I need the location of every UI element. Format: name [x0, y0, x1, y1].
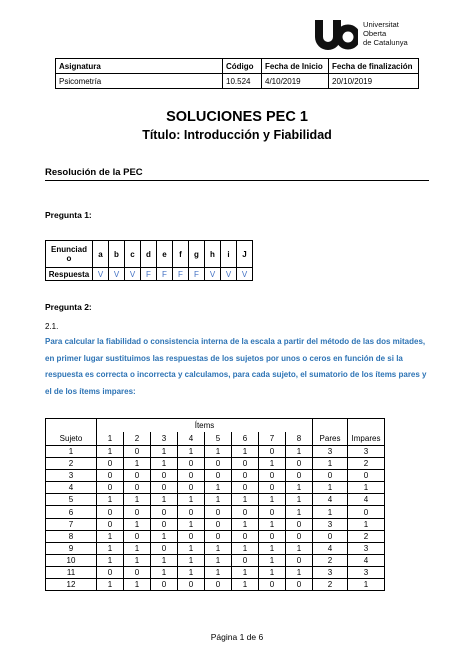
column-header: Impares — [348, 432, 385, 446]
table-cell: 1 — [348, 579, 385, 591]
table-cell: 1 — [205, 554, 232, 566]
table-cell: 4 — [348, 554, 385, 566]
split-half-table — [45, 418, 385, 591]
table-cell: 0 — [286, 518, 313, 530]
answer-cell: F — [141, 268, 157, 281]
table-cell: 1 — [97, 530, 124, 542]
empty-cell — [313, 419, 348, 433]
sujeto-cell: 11 — [46, 566, 97, 578]
sujeto-cell: 1 — [46, 446, 97, 458]
table-cell: 0 — [124, 506, 151, 518]
value-fecha-inicio: 4/10/2019 — [262, 74, 329, 89]
table-cell: 3 — [348, 566, 385, 578]
uoc-logo-icon — [314, 18, 358, 50]
answer-cell: V — [125, 268, 141, 281]
sujeto-cell: 2 — [46, 458, 97, 470]
column-header: 7 — [259, 432, 286, 446]
value-asignatura: Psicometría — [56, 74, 223, 89]
sujeto-cell: 4 — [46, 482, 97, 494]
table-cell: 0 — [232, 506, 259, 518]
letter-cell: J — [237, 241, 253, 268]
table-cell: 0 — [348, 470, 385, 482]
table-cell: 1 — [178, 518, 205, 530]
table-cell: 0 — [151, 506, 178, 518]
table-cell: 0 — [259, 530, 286, 542]
table-cell: 0 — [205, 470, 232, 482]
sujeto-cell: 10 — [46, 554, 97, 566]
table-cell: 0 — [124, 530, 151, 542]
table-cell: 1 — [313, 506, 348, 518]
column-header: 5 — [205, 432, 232, 446]
column-header: Sujeto — [46, 432, 97, 446]
table-cell: 0 — [178, 530, 205, 542]
table-cell: 0 — [97, 506, 124, 518]
table-cell: 1 — [205, 446, 232, 458]
column-header: 2 — [124, 432, 151, 446]
header-fecha-inicio: Fecha de Inicio — [262, 59, 329, 74]
table-cell: 0 — [151, 579, 178, 591]
table-cell: 4 — [313, 494, 348, 506]
empty-cell — [46, 419, 97, 433]
table-cell: 1 — [151, 554, 178, 566]
table-cell: 1 — [286, 566, 313, 578]
table-cell: 1 — [178, 494, 205, 506]
table-cell: 0 — [97, 482, 124, 494]
table-cell: 1 — [259, 542, 286, 554]
table-cell: 1 — [124, 579, 151, 591]
table-row — [46, 554, 385, 566]
table-row — [46, 494, 385, 506]
letter-cell: a — [93, 241, 109, 268]
course-info-table — [55, 58, 419, 89]
answers-value-row — [46, 268, 253, 281]
table-cell: 1 — [286, 506, 313, 518]
table-cell: 0 — [205, 458, 232, 470]
answer-cell: F — [189, 268, 205, 281]
document-subtitle: Título: Introducción y Fiabilidad — [142, 128, 332, 142]
uoc-logo — [314, 18, 429, 58]
header-fecha-finalizacion: Fecha de finalización — [329, 59, 419, 74]
brand-line-3: de Catalunya — [363, 38, 408, 47]
table-cell: 0 — [232, 482, 259, 494]
split-half-table-body — [46, 419, 385, 591]
table-cell: 0 — [259, 482, 286, 494]
table-cell: 0 — [124, 566, 151, 578]
table-cell: 1 — [97, 579, 124, 591]
table-cell: 0 — [97, 458, 124, 470]
table-cell: 0 — [286, 458, 313, 470]
items-group-header: Ítems — [97, 419, 313, 433]
table-group-header-row — [46, 419, 385, 433]
table-cell: 1 — [259, 518, 286, 530]
answer-cell: V — [237, 268, 253, 281]
table-cell: 1 — [232, 446, 259, 458]
table-row — [46, 518, 385, 530]
table-cell: 0 — [259, 506, 286, 518]
table-cell: 1 — [232, 566, 259, 578]
header-asignatura: Asignatura — [56, 59, 223, 74]
table-cell: 1 — [124, 494, 151, 506]
table-cell: 1 — [205, 494, 232, 506]
answers-letter-row — [46, 241, 253, 268]
table-cell: 0 — [151, 542, 178, 554]
subquestion-number: 2.1. — [45, 322, 59, 331]
empty-cell — [348, 419, 385, 433]
table-cell: 0 — [286, 579, 313, 591]
table-cell: 0 — [124, 470, 151, 482]
value-fecha-finalizacion: 20/10/2019 — [329, 74, 419, 89]
column-header: 4 — [178, 432, 205, 446]
answer-cell: F — [157, 268, 173, 281]
table-cell: 0 — [286, 530, 313, 542]
table-cell: 1 — [151, 530, 178, 542]
table-cell: 1 — [259, 554, 286, 566]
table-cell: 0 — [232, 530, 259, 542]
table-cell: 1 — [286, 446, 313, 458]
table-cell: 0 — [178, 579, 205, 591]
table-cell: 0 — [205, 518, 232, 530]
table-cell: 2 — [348, 458, 385, 470]
table-cell: 1 — [313, 458, 348, 470]
letter-cell: i — [221, 241, 237, 268]
table-cell: 1 — [178, 554, 205, 566]
table-cell: 1 — [286, 542, 313, 554]
table-cell: 0 — [178, 506, 205, 518]
table-cell: 0 — [97, 518, 124, 530]
brand-line-1: Universitat — [363, 20, 399, 29]
course-info-value-row — [56, 74, 419, 89]
table-cell: 0 — [286, 470, 313, 482]
table-cell: 0 — [124, 482, 151, 494]
table-cell: 3 — [348, 446, 385, 458]
table-cell: 1 — [97, 542, 124, 554]
table-cell: 0 — [205, 530, 232, 542]
sujeto-cell: 3 — [46, 470, 97, 482]
table-cell: 1 — [178, 566, 205, 578]
table-cell: 1 — [151, 446, 178, 458]
answer-cell: V — [93, 268, 109, 281]
enunciado-label-bottom: o — [66, 254, 72, 263]
table-cell: 0 — [97, 566, 124, 578]
table-row — [46, 530, 385, 542]
explanation-paragraph: Para calcular la fiabilidad o consistencia interna de la escala a partir del método de las dos mitades, en primer lugar sustituimos las respuestas de los sujetos por unos o ceros en función de si la respuesta es correcta o incorrecta y calculamos, para cada sujeto, el sumatorio de los ítems pares y el de los ítems impares: — [45, 337, 427, 396]
answer-cell: V — [221, 268, 237, 281]
table-cell: 1 — [151, 566, 178, 578]
table-cell: 0 — [205, 579, 232, 591]
table-cell: 1 — [232, 494, 259, 506]
column-header: 3 — [151, 432, 178, 446]
table-column-header-row — [46, 432, 385, 446]
table-cell: 4 — [313, 542, 348, 554]
table-cell: 1 — [259, 458, 286, 470]
table-cell: 3 — [313, 446, 348, 458]
table-cell: 1 — [348, 518, 385, 530]
table-cell: 0 — [178, 470, 205, 482]
table-cell: 1 — [151, 494, 178, 506]
table-cell: 1 — [232, 579, 259, 591]
letter-cell: e — [157, 241, 173, 268]
table-cell: 0 — [178, 458, 205, 470]
table-cell: 1 — [97, 494, 124, 506]
table-cell: 0 — [151, 470, 178, 482]
enunciado-label — [46, 241, 93, 268]
value-codigo: 10.524 — [223, 74, 262, 89]
letter-cell: g — [189, 241, 205, 268]
table-cell: 1 — [205, 566, 232, 578]
table-cell: 0 — [259, 470, 286, 482]
table-row — [46, 506, 385, 518]
question-1-label: Pregunta 1: — [45, 210, 92, 220]
table-cell: 1 — [259, 494, 286, 506]
table-cell: 3 — [313, 566, 348, 578]
section-heading: Resolución de la PEC — [45, 167, 429, 181]
table-cell: 0 — [348, 506, 385, 518]
table-cell: 0 — [286, 554, 313, 566]
table-cell: 1 — [205, 482, 232, 494]
table-cell: 0 — [232, 554, 259, 566]
answer-cell: V — [109, 268, 125, 281]
table-cell: 0 — [151, 518, 178, 530]
table-cell: 0 — [124, 446, 151, 458]
letter-cell: c — [125, 241, 141, 268]
answer-cell: V — [205, 268, 221, 281]
brand-line-2: Oberta — [363, 29, 387, 38]
table-cell: 0 — [313, 530, 348, 542]
respuesta-label: Respuesta — [46, 268, 93, 281]
header-codigo: Código — [223, 59, 262, 74]
table-cell: 1 — [97, 446, 124, 458]
table-row — [46, 458, 385, 470]
table-cell: 1 — [286, 494, 313, 506]
table-cell: 0 — [151, 482, 178, 494]
page-footer: Página 1 de 6 — [210, 632, 264, 642]
table-row — [46, 482, 385, 494]
answers-table — [45, 240, 253, 281]
table-cell: 0 — [313, 470, 348, 482]
table-cell: 2 — [313, 554, 348, 566]
answer-cell: F — [173, 268, 189, 281]
column-header: 8 — [286, 432, 313, 446]
table-cell: 1 — [205, 542, 232, 554]
course-info-header-row — [56, 59, 419, 74]
table-cell: 1 — [124, 554, 151, 566]
sujeto-cell: 12 — [46, 579, 97, 591]
question-2-label: Pregunta 2: — [45, 302, 92, 312]
column-header: Pares — [313, 432, 348, 446]
table-cell: 4 — [348, 494, 385, 506]
table-cell: 1 — [348, 482, 385, 494]
table-cell: 1 — [124, 518, 151, 530]
letter-cell: d — [141, 241, 157, 268]
table-cell: 1 — [259, 566, 286, 578]
sujeto-cell: 6 — [46, 506, 97, 518]
column-header: 1 — [97, 432, 124, 446]
column-header: 6 — [232, 432, 259, 446]
table-cell: 0 — [232, 458, 259, 470]
table-cell: 2 — [313, 579, 348, 591]
table-cell: 1 — [178, 446, 205, 458]
table-row — [46, 470, 385, 482]
table-row — [46, 446, 385, 458]
sujeto-cell: 7 — [46, 518, 97, 530]
table-cell: 0 — [232, 470, 259, 482]
table-cell: 0 — [205, 506, 232, 518]
table-row — [46, 579, 385, 591]
table-cell: 1 — [232, 542, 259, 554]
sujeto-cell: 9 — [46, 542, 97, 554]
table-cell: 0 — [97, 470, 124, 482]
table-cell: 0 — [178, 482, 205, 494]
enunciado-label-top: Enunciad — [50, 245, 87, 254]
table-cell: 1 — [313, 482, 348, 494]
table-cell: 1 — [232, 518, 259, 530]
table-cell: 0 — [259, 579, 286, 591]
table-cell: 2 — [348, 530, 385, 542]
sujeto-cell: 5 — [46, 494, 97, 506]
letter-cell: f — [173, 241, 189, 268]
table-cell: 1 — [151, 458, 178, 470]
table-cell: 1 — [124, 542, 151, 554]
table-cell: 1 — [286, 482, 313, 494]
table-row — [46, 542, 385, 554]
table-cell: 0 — [259, 446, 286, 458]
table-cell: 1 — [97, 554, 124, 566]
table-row — [46, 566, 385, 578]
table-cell: 3 — [313, 518, 348, 530]
document-title: SOLUCIONES PEC 1 — [166, 109, 308, 125]
uoc-brand-text — [363, 20, 408, 47]
sujeto-cell: 8 — [46, 530, 97, 542]
letter-cell: h — [205, 241, 221, 268]
table-cell: 1 — [124, 458, 151, 470]
table-cell: 3 — [348, 542, 385, 554]
table-cell: 1 — [178, 542, 205, 554]
letter-cell: b — [109, 241, 125, 268]
